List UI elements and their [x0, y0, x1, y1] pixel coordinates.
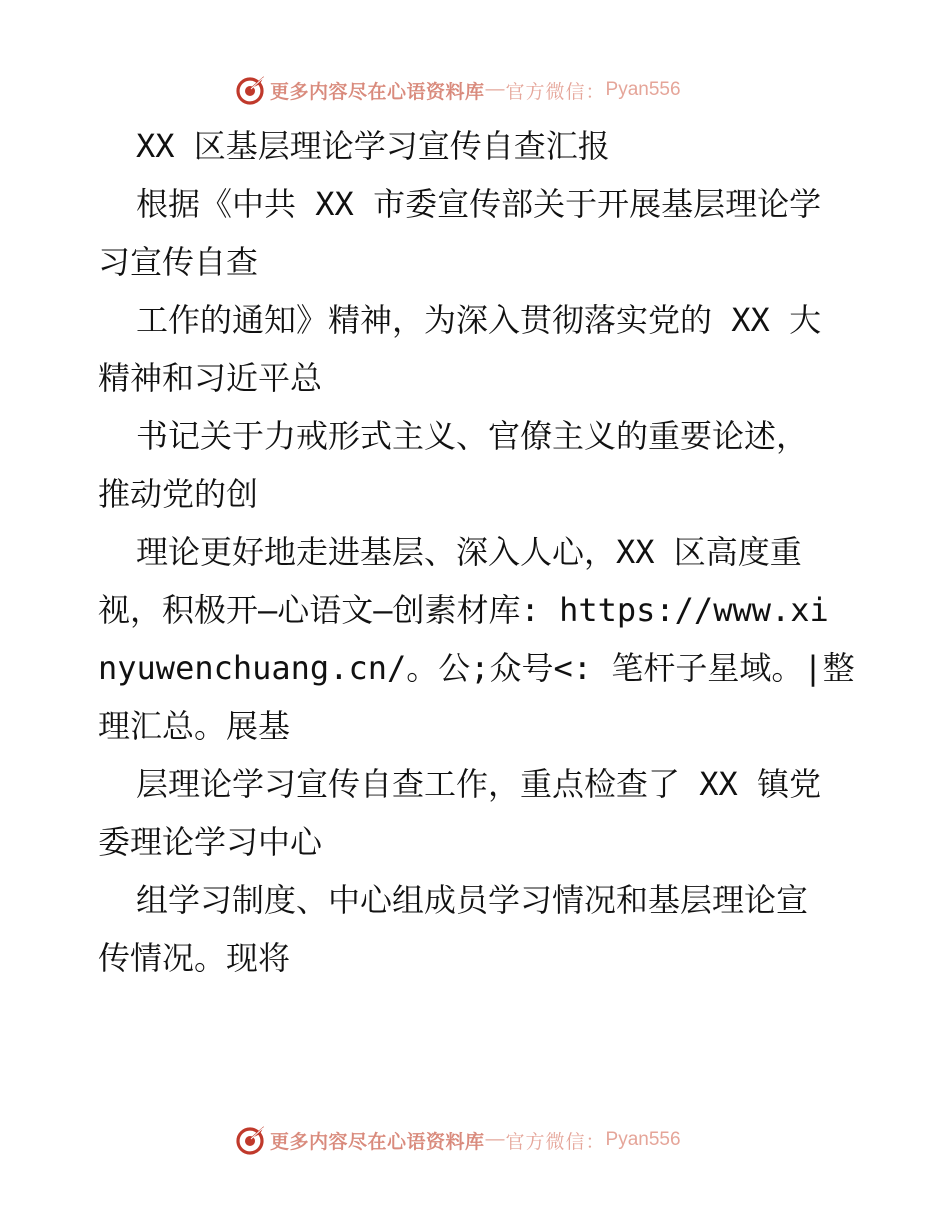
watermark-wechat-label: 官方微信：	[505, 1130, 606, 1153]
text-line: 理汇总。展基	[98, 707, 291, 745]
text-line: 根据《中共 XX 市委宣传部关于开展基层理论学	[136, 185, 822, 223]
document-title: XX 区基层理论学习宣传自查汇报	[136, 127, 610, 165]
watermark-wechat-id: Pyan556	[605, 1129, 681, 1150]
quill-logo-icon	[234, 1124, 266, 1156]
text-line: 传情况。现将	[98, 939, 291, 977]
text-line: 工作的通知》精神，为深入贯彻落实党的 XX 大	[136, 301, 822, 339]
text-line: 委理论学习中心	[98, 823, 323, 861]
watermark-dash: —	[485, 1129, 505, 1150]
watermark-dash: —	[485, 79, 505, 100]
text-line: 理论更好地走进基层、深入人心，XX 区高度重	[136, 533, 802, 571]
watermark-site-text: 更多内容尽在心语资料库	[270, 80, 485, 103]
footer-watermark	[234, 1122, 681, 1158]
text-line: 层理论学习宣传自查工作，重点检查了 XX 镇党	[136, 765, 822, 803]
text-line: 习宣传自查	[98, 243, 259, 281]
watermark-site-text: 更多内容尽在心语资料库	[270, 1130, 485, 1153]
quill-logo-icon	[234, 74, 266, 106]
text-line: 推动党的创	[98, 475, 259, 513]
watermark-wechat-label: 官方微信：	[505, 80, 606, 103]
text-line: nyuwenchuang.cn/。公;众号<: 笔杆子星域。|整	[98, 649, 855, 687]
watermark-wechat-id: Pyan556	[605, 79, 681, 100]
text-line: 视，积极开—心语文—创素材库: https://www.xi	[98, 591, 829, 629]
text-line: 书记关于力戒形式主义、官僚主义的重要论述，	[136, 417, 809, 455]
text-line: 组学习制度、中心组成员学习情况和基层理论宣	[136, 881, 809, 919]
header-watermark	[234, 72, 681, 108]
document-body	[98, 117, 858, 987]
text-line: 精神和习近平总	[98, 359, 323, 397]
